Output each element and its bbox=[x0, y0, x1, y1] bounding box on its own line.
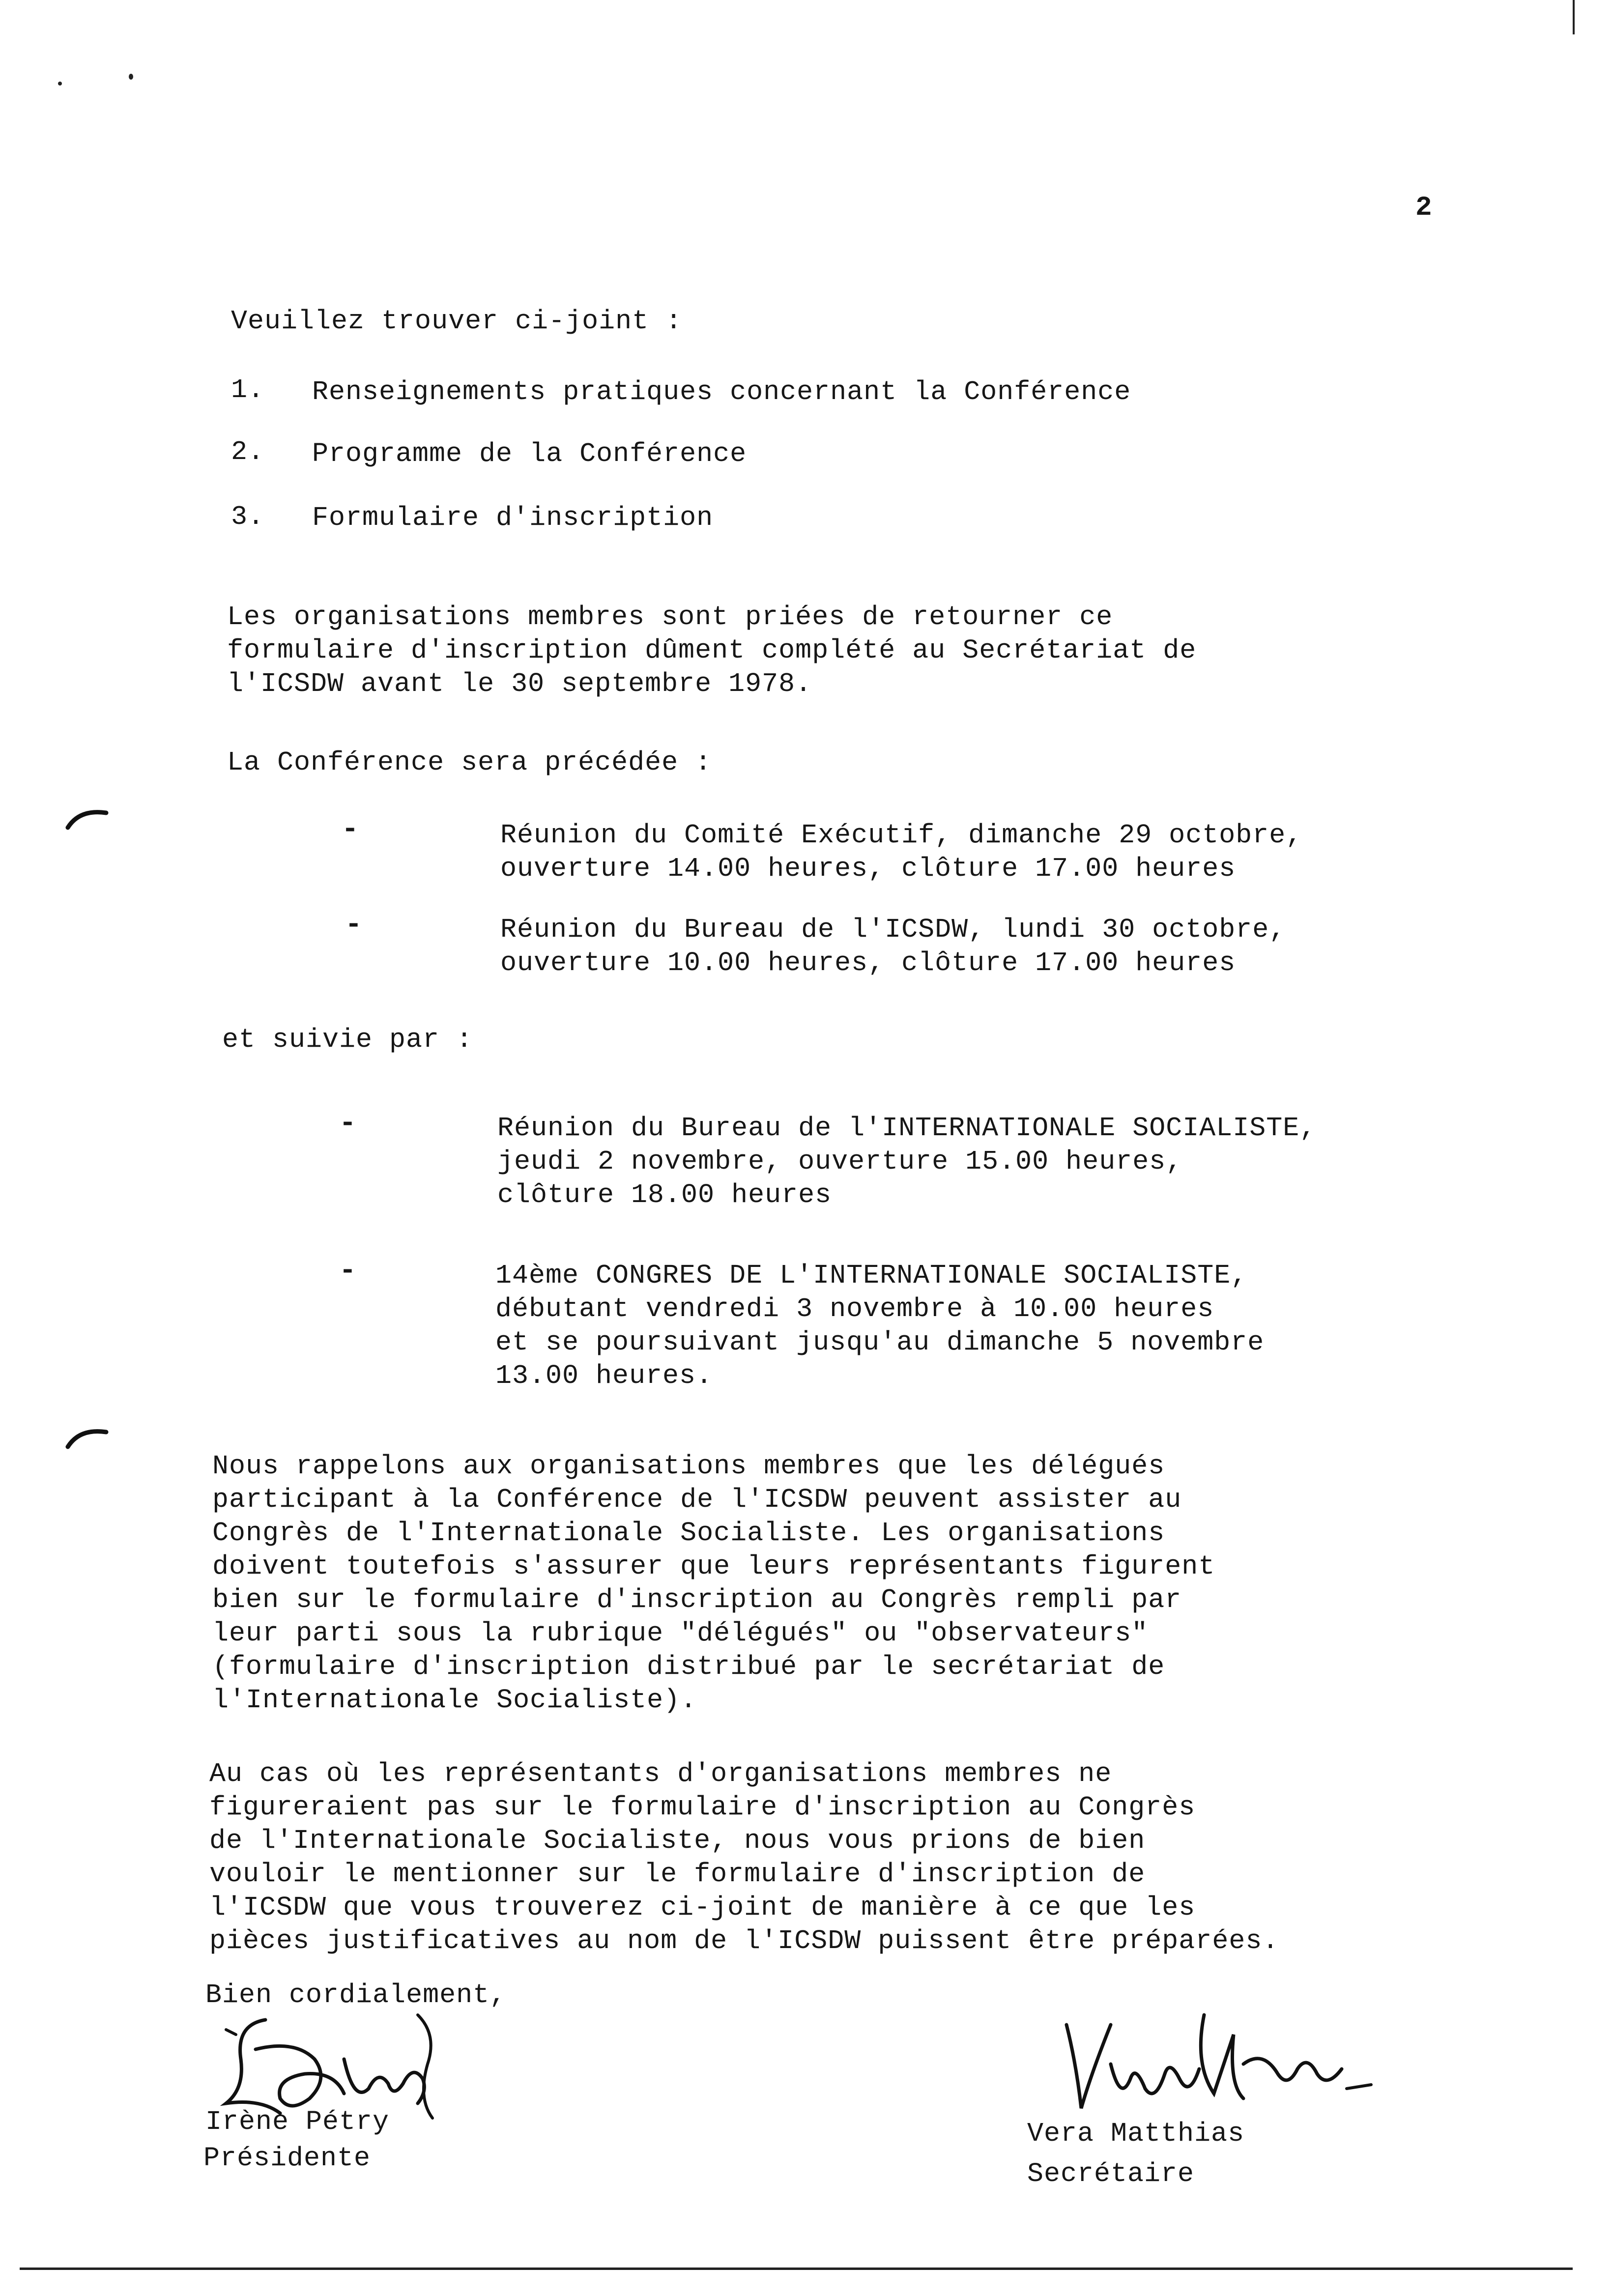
paragraph-line: l'Internationale Socialiste). bbox=[212, 1685, 697, 1716]
event-line: Réunion du Bureau de l'INTERNATIONALE SOCIALISTE, bbox=[497, 1113, 1317, 1144]
paragraph-line: (formulaire d'inscription distribué par le secrétariat de bbox=[212, 1651, 1165, 1682]
bullet-dash: - bbox=[339, 1108, 356, 1140]
event-line: 13.00 heures. bbox=[495, 1360, 713, 1391]
event-line: clôture 18.00 heures bbox=[497, 1179, 832, 1210]
paragraph-line: l'ICSDW avant le 30 septembre 1978. bbox=[227, 668, 812, 699]
signatory-name: Vera Matthias bbox=[1027, 2118, 1245, 2149]
paragraph-line: l'ICSDW que vous trouverez ci-joint de manière à ce que les bbox=[209, 1892, 1196, 1923]
paragraph-line: Congrès de l'Internationale Socialiste. Les organisations bbox=[212, 1518, 1165, 1549]
paragraph-case bbox=[209, 1757, 1279, 1958]
paragraph-line: vouloir le mentionner sur le formulaire d'inscription de bbox=[209, 1859, 1146, 1890]
event-line: jeudi 2 novembre, ouverture 15.00 heures, bbox=[497, 1146, 1183, 1177]
paragraph-reminder bbox=[212, 1450, 1215, 1717]
paragraph-line: Nous rappelons aux organisations membres que les délégués bbox=[212, 1451, 1165, 1482]
event-line: Réunion du Bureau de l'ICSDW, lundi 30 octobre, bbox=[500, 914, 1286, 945]
event-item bbox=[500, 913, 1286, 980]
enclosure-text: Programme de la Conférence bbox=[312, 438, 747, 469]
enclosure-text: Formulaire d'inscription bbox=[312, 502, 714, 533]
closing-salutation: Bien cordialement, bbox=[205, 1980, 507, 2010]
paragraph-line: figureraient pas sur le formulaire d'inscription au Congrès bbox=[209, 1792, 1196, 1823]
event-line: et se poursuivant jusqu'au dimanche 5 novembre bbox=[495, 1327, 1265, 1358]
paragraph-line: pièces justificatives au nom de l'ICSDW puissent être préparées. bbox=[209, 1925, 1279, 1956]
followed-label: et suivie par : bbox=[222, 1024, 473, 1055]
event-item bbox=[495, 1259, 1264, 1393]
signatory-role: Secrétaire bbox=[1027, 2158, 1195, 2189]
paragraph-line: Au cas où les représentants d'organisations membres ne bbox=[209, 1758, 1112, 1789]
event-item bbox=[500, 819, 1302, 886]
event-line: ouverture 10.00 heures, clôture 17.00 heures bbox=[500, 947, 1236, 978]
paragraph-return-form bbox=[227, 601, 1196, 701]
event-line: débutant vendredi 3 novembre à 10.00 heures bbox=[495, 1293, 1214, 1324]
margin-punch-mark bbox=[65, 806, 109, 831]
paragraph-line: doivent toutefois s'assurer que leurs représentants figurent bbox=[212, 1551, 1215, 1582]
paragraph-line: participant à la Conférence de l'ICSDW peuvent assister au bbox=[212, 1484, 1182, 1515]
enclosure-number: 1. bbox=[231, 374, 265, 405]
enclosure-text: Renseignements pratiques concernant la Conférence bbox=[312, 376, 1131, 407]
bullet-dash: - bbox=[339, 1255, 356, 1287]
signatory-role: Présidente bbox=[203, 2143, 371, 2174]
bullet-dash: - bbox=[345, 909, 362, 941]
scan-speck bbox=[58, 82, 62, 86]
event-line: 14ème CONGRES DE L'INTERNATIONALE SOCIALISTE, bbox=[495, 1260, 1248, 1291]
intro-line: Veuillez trouver ci-joint : bbox=[231, 306, 683, 337]
scan-speck bbox=[129, 74, 133, 80]
enclosure-number: 2. bbox=[231, 436, 265, 467]
paragraph-line: leur parti sous la rubrique "délégués" ou "observateurs" bbox=[212, 1618, 1149, 1649]
paragraph-line: formulaire d'inscription dûment complété au Secrétariat de bbox=[227, 635, 1197, 666]
bullet-dash: - bbox=[342, 814, 359, 846]
paragraph-line: bien sur le formulaire d'inscription au Congrès rempli par bbox=[212, 1584, 1182, 1615]
scan-edge-line bbox=[1573, 0, 1575, 34]
event-item bbox=[497, 1112, 1316, 1212]
paragraph-line: de l'Internationale Socialiste, nous vous prions de bien bbox=[209, 1825, 1146, 1856]
margin-punch-mark bbox=[65, 1425, 109, 1450]
event-line: Réunion du Comité Exécutif, dimanche 29 octobre, bbox=[500, 820, 1303, 851]
page-number: 2 bbox=[1415, 192, 1433, 223]
event-line: ouverture 14.00 heures, clôture 17.00 heures bbox=[500, 853, 1236, 884]
signatory-name: Irène Pétry bbox=[205, 2106, 390, 2137]
paragraph-line: Les organisations membres sont priées de retourner ce bbox=[227, 602, 1113, 632]
enclosure-number: 3. bbox=[231, 501, 265, 532]
scan-bottom-line bbox=[20, 2267, 1573, 2270]
signature-matthias bbox=[1047, 2005, 1381, 2123]
preceded-label: La Conférence sera précédée : bbox=[227, 747, 712, 778]
